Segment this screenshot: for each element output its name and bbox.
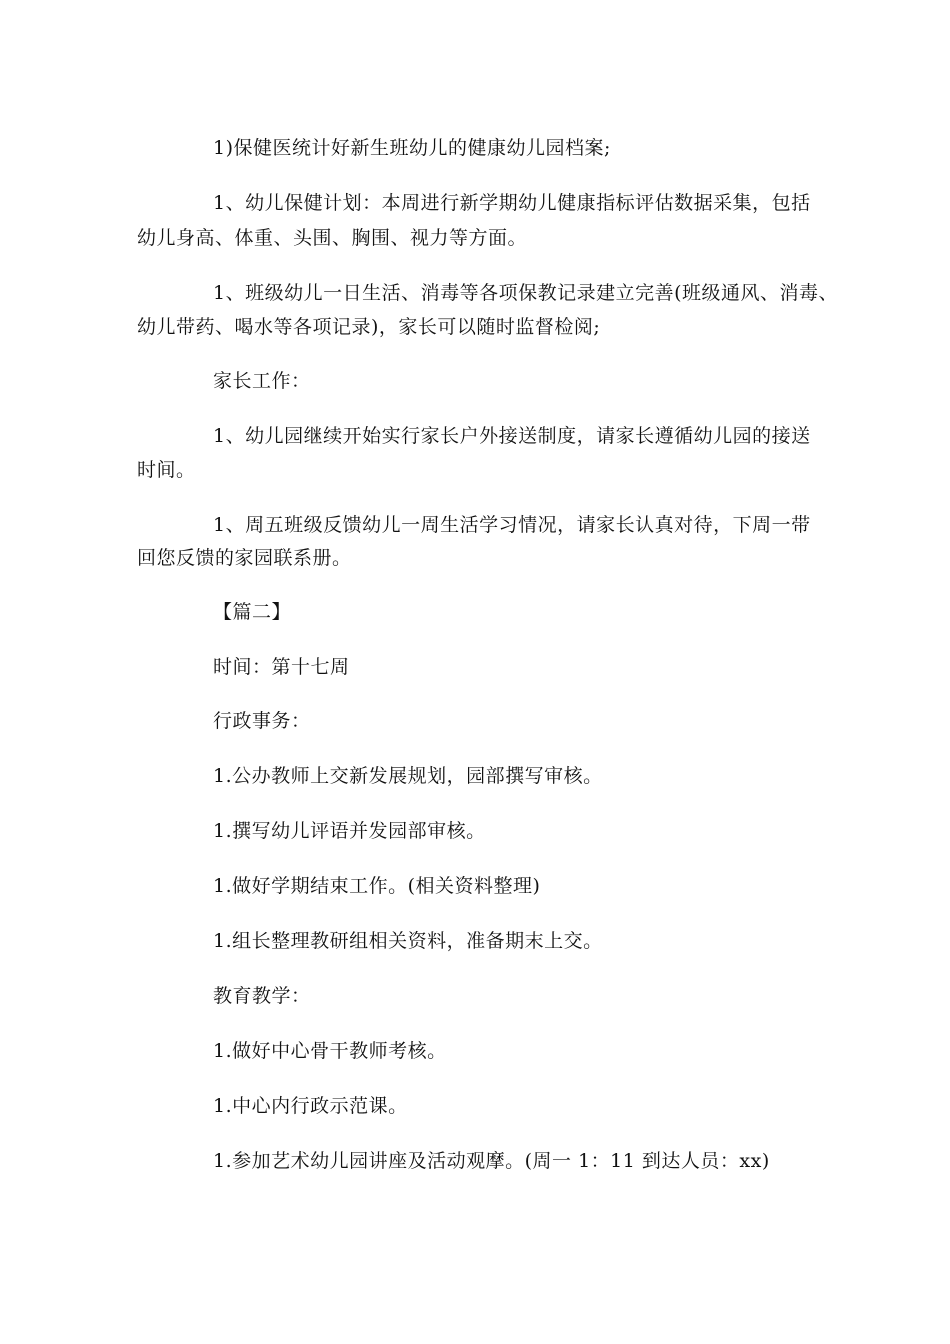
feedback-item-line1: 1、周五班级反馈幼儿一周生活学习情况，请家长认真对待，下周一带 [213, 514, 811, 536]
admin-heading: 行政事务： [213, 710, 311, 732]
records-item-line1: 1、班级幼儿一日生活、消毒等各项保教记录建立完善(班级通风、消毒、 [213, 282, 839, 304]
pickup-item-line2: 时间。 [137, 459, 196, 481]
records-item-line2: 幼儿带药、喝水等各项记录)，家长可以随时监督检阅; [137, 316, 601, 338]
teaching-item: 1.参加艺术幼儿园讲座及活动观摩。(周一 1：11 到达人员：xx) [213, 1150, 770, 1172]
admin-item: 1.公办教师上交新发展规划，园部撰写审核。 [213, 765, 603, 787]
teaching-item: 1.中心内行政示范课。 [213, 1095, 408, 1117]
teaching-heading: 教育教学： [213, 985, 311, 1007]
admin-item: 1.做好学期结束工作。(相关资料整理) [213, 875, 541, 897]
admin-item: 1.撰写幼儿评语并发园部审核。 [213, 820, 486, 842]
health-plan-item-line2: 幼儿身高、体重、头围、胸围、视力等方面。 [137, 227, 528, 249]
parent-work-heading: 家长工作： [213, 370, 311, 392]
health-archive-item: 1)保健医统计好新生班幼儿的健康幼儿园档案; [213, 137, 611, 159]
section-title: 【篇二】 [213, 601, 292, 623]
admin-item: 1.组长整理教研组相关资料，准备期末上交。 [213, 930, 603, 952]
teaching-item: 1.做好中心骨干教师考核。 [213, 1040, 447, 1062]
pickup-item-line1: 1、幼儿园继续开始实行家长户外接送制度，请家长遵循幼儿园的接送 [213, 425, 811, 447]
health-plan-item-line1: 1、幼儿保健计划：本周进行新学期幼儿健康指标评估数据采集，包括 [213, 192, 811, 214]
feedback-item-line2: 回您反馈的家园联系册。 [137, 547, 352, 569]
time-line: 时间：第十七周 [213, 656, 350, 678]
